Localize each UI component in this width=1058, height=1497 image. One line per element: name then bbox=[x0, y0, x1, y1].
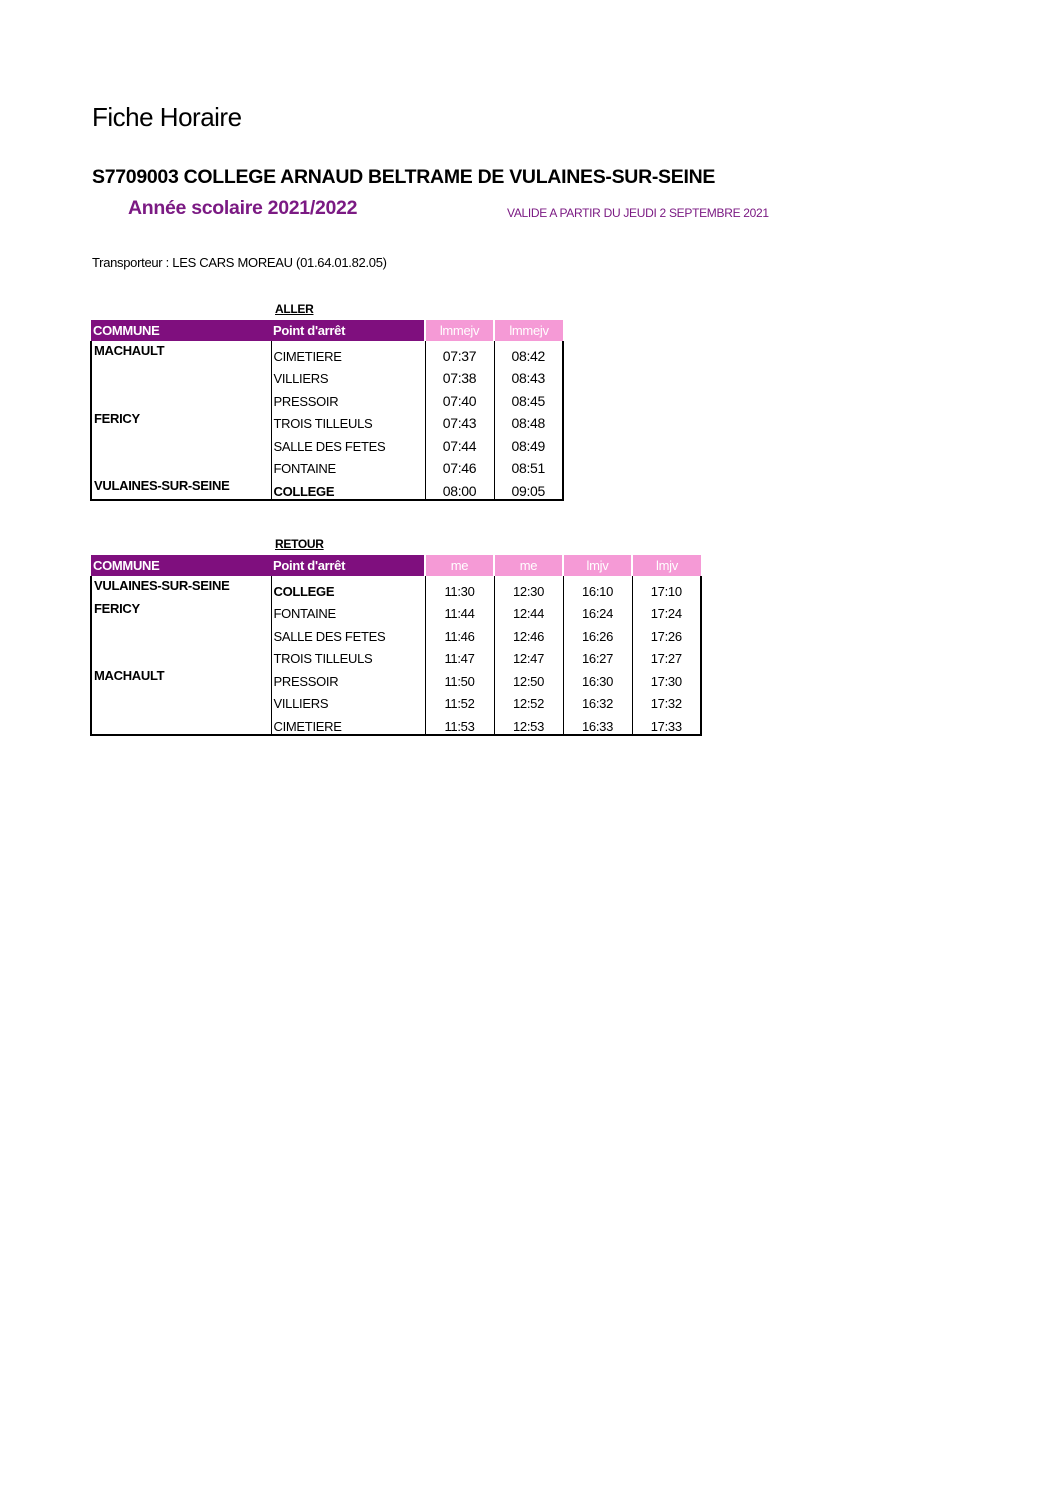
time-cell: 17:30 bbox=[632, 666, 701, 689]
table-row bbox=[91, 576, 701, 599]
table-row bbox=[91, 409, 563, 432]
time-cell: 16:10 bbox=[563, 576, 632, 599]
table-row bbox=[91, 711, 701, 735]
stop-cell: VILLIERS bbox=[271, 364, 425, 387]
retour-header-row bbox=[91, 555, 701, 576]
stop-cell: SALLE DES FETES bbox=[271, 431, 425, 454]
time-cell: 08:51 bbox=[494, 454, 563, 477]
stop-cell: SALLE DES FETES bbox=[271, 621, 425, 644]
time-cell: 08:43 bbox=[494, 364, 563, 387]
commune-cell: FERICY bbox=[91, 409, 271, 432]
time-cell: 12:30 bbox=[494, 576, 563, 599]
aller-timetable bbox=[90, 320, 564, 501]
table-row bbox=[91, 689, 701, 712]
aller-header-row bbox=[91, 320, 563, 341]
commune-cell bbox=[91, 621, 271, 644]
time-cell: 11:47 bbox=[425, 644, 494, 667]
time-cell: 11:52 bbox=[425, 689, 494, 712]
time-cell: 12:46 bbox=[494, 621, 563, 644]
time-cell: 11:53 bbox=[425, 711, 494, 735]
time-cell: 07:38 bbox=[425, 364, 494, 387]
commune-column-header: COMMUNE bbox=[91, 320, 271, 341]
time-cell: 12:44 bbox=[494, 599, 563, 622]
commune-cell bbox=[91, 689, 271, 712]
valid-from-notice: VALIDE A PARTIR DU JEUDI 2 SEPTEMBRE 2021 bbox=[507, 206, 769, 220]
table-row bbox=[91, 599, 701, 622]
retour-timetable bbox=[90, 555, 702, 736]
table-row bbox=[91, 621, 701, 644]
carrier-info: Transporteur : LES CARS MOREAU (01.64.01.82.05) bbox=[92, 255, 387, 270]
time-cell: 16:30 bbox=[563, 666, 632, 689]
stop-cell: COLLEGE bbox=[271, 476, 425, 500]
time-cell: 12:50 bbox=[494, 666, 563, 689]
table-row bbox=[91, 454, 563, 477]
time-cell: 16:33 bbox=[563, 711, 632, 735]
time-cell: 11:50 bbox=[425, 666, 494, 689]
commune-cell: VULAINES-SUR-SEINE bbox=[91, 476, 271, 500]
time-cell: 08:00 bbox=[425, 476, 494, 500]
stop-cell: PRESSOIR bbox=[271, 386, 425, 409]
time-cell: 17:26 bbox=[632, 621, 701, 644]
stop-cell: CIMETIERE bbox=[271, 341, 425, 364]
stop-column-header: Point d'arrêt bbox=[271, 320, 425, 341]
stop-column-header: Point d'arrêt bbox=[271, 555, 425, 576]
stop-cell: VILLIERS bbox=[271, 689, 425, 712]
table-row bbox=[91, 476, 563, 500]
time-cell: 12:53 bbox=[494, 711, 563, 735]
commune-cell bbox=[91, 644, 271, 667]
retour-section-label: RETOUR bbox=[275, 537, 324, 551]
day-column-header: lmmejv bbox=[494, 320, 563, 341]
time-cell: 12:52 bbox=[494, 689, 563, 712]
time-cell: 17:10 bbox=[632, 576, 701, 599]
table-row bbox=[91, 364, 563, 387]
stop-cell: TROIS TILLEULS bbox=[271, 644, 425, 667]
commune-cell bbox=[91, 711, 271, 735]
commune-cell bbox=[91, 386, 271, 409]
table-row bbox=[91, 431, 563, 454]
table-row bbox=[91, 386, 563, 409]
time-cell: 08:49 bbox=[494, 431, 563, 454]
commune-cell: VULAINES-SUR-SEINE bbox=[91, 576, 271, 599]
time-cell: 11:44 bbox=[425, 599, 494, 622]
commune-cell bbox=[91, 454, 271, 477]
commune-cell: MACHAULT bbox=[91, 666, 271, 689]
day-column-header: lmmejv bbox=[425, 320, 494, 341]
time-cell: 11:46 bbox=[425, 621, 494, 644]
time-cell: 07:46 bbox=[425, 454, 494, 477]
commune-cell: MACHAULT bbox=[91, 341, 271, 364]
time-cell: 17:33 bbox=[632, 711, 701, 735]
time-cell: 17:24 bbox=[632, 599, 701, 622]
line-title: S7709003 COLLEGE ARNAUD BELTRAME DE VULAINES-SUR-SEINE bbox=[92, 166, 716, 188]
commune-cell bbox=[91, 431, 271, 454]
time-cell: 08:42 bbox=[494, 341, 563, 364]
stop-cell: COLLEGE bbox=[271, 576, 425, 599]
time-cell: 17:32 bbox=[632, 689, 701, 712]
table-row bbox=[91, 341, 563, 364]
stop-cell: CIMETIERE bbox=[271, 711, 425, 735]
day-column-header: lmjv bbox=[632, 555, 701, 576]
time-cell: 12:47 bbox=[494, 644, 563, 667]
page-title: Fiche Horaire bbox=[92, 102, 242, 132]
time-cell: 07:40 bbox=[425, 386, 494, 409]
time-cell: 07:43 bbox=[425, 409, 494, 432]
time-cell: 16:32 bbox=[563, 689, 632, 712]
school-year: Année scolaire 2021/2022 bbox=[128, 197, 358, 219]
time-cell: 07:44 bbox=[425, 431, 494, 454]
time-cell: 08:48 bbox=[494, 409, 563, 432]
time-cell: 16:26 bbox=[563, 621, 632, 644]
time-cell: 07:37 bbox=[425, 341, 494, 364]
aller-section-label: ALLER bbox=[275, 302, 314, 316]
commune-cell bbox=[91, 364, 271, 387]
commune-cell: FERICY bbox=[91, 599, 271, 622]
day-column-header: me bbox=[494, 555, 563, 576]
stop-cell: FONTAINE bbox=[271, 454, 425, 477]
time-cell: 17:27 bbox=[632, 644, 701, 667]
table-row bbox=[91, 666, 701, 689]
time-cell: 09:05 bbox=[494, 476, 563, 500]
stop-cell: TROIS TILLEULS bbox=[271, 409, 425, 432]
stop-cell: PRESSOIR bbox=[271, 666, 425, 689]
day-column-header: lmjv bbox=[563, 555, 632, 576]
stop-cell: FONTAINE bbox=[271, 599, 425, 622]
time-cell: 11:30 bbox=[425, 576, 494, 599]
time-cell: 16:27 bbox=[563, 644, 632, 667]
table-row bbox=[91, 644, 701, 667]
time-cell: 16:24 bbox=[563, 599, 632, 622]
day-column-header: me bbox=[425, 555, 494, 576]
commune-column-header: COMMUNE bbox=[91, 555, 271, 576]
time-cell: 08:45 bbox=[494, 386, 563, 409]
